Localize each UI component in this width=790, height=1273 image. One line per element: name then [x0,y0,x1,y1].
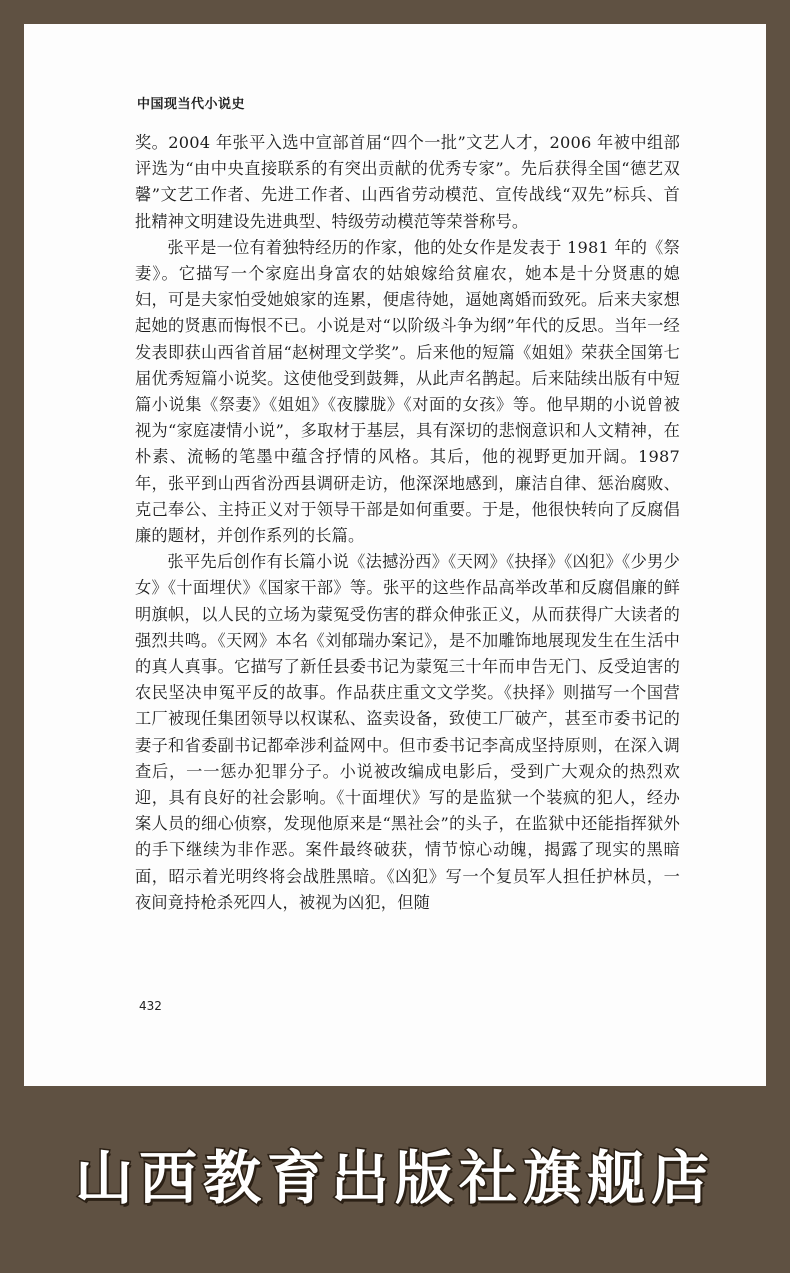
book-page [24,24,766,1086]
paragraph: 张平先后创作有长篇小说《法撼汾西》《天网》《抉择》《凶犯》《少男少女》《十面埋伏》《国家干部》等。张平的这些作品高举改革和反腐倡廉的鲜明旗帜，以人民的立场为蒙冤受伤害的群众伸张正义，从而获得广大读者的强烈共鸣。《天网》本名《刘郁瑞办案记》，是不加雕饰地展现发生在生活中的真人真事。它描写了新任县委书记为蒙冤三十年而申告无门、反受迫害的农民坚决申冤平反的故事。作品获庄重文文学奖。《抉择》则描写一个国营工厂被现任集团领导以权谋私、盗卖设备，致使工厂破产，甚至市委书记的妻子和省委副书记都牵涉利益网中。但市委书记李高成坚持原则，在深入调查后，一一惩办犯罪分子。小说被改编成电影后，受到广大观众的热烈欢迎，具有良好的社会影响。《十面埋伏》写的是监狱一个装疯的犯人，经办案人员的细心侦察，发现他原来是“黑社会”的头子，在监狱中还能指挥狱外的手下继续为非作恶。案件最终破获，情节惊心动魄，揭露了现实的黑暗面，昭示着光明终将会战胜黑暗。《凶犯》写一个复员军人担任护林员，一夜间竟持枪杀死四人，被视为凶犯，但随 [135,552,680,912]
body-text [135,130,680,916]
paragraph: 奖。2004 年张平入选中宣部首届“四个一批”文艺人才，2006 年被中组部评选为“由中央直接联系的有突出贡献的优秀专家”。先后获得全国“德艺双馨”文艺工作者、先进工作者、山西省劳动模范、宣传战线“双先”标兵、首批精神文明建设先进典型、特级劳动模范等荣誉称号。 [135,133,680,231]
page-number: 432 [139,999,162,1013]
running-head: 中国现当代小说史 [137,97,246,112]
store-banner [0,1086,790,1273]
store-name: 山西教育出版社旗舰店 [74,1143,715,1212]
paragraph: 张平是一位有着独特经历的作家，他的处女作是发表于 1981 年的《祭妻》。它描写一个家庭出身富农的姑娘嫁给贫雇农，她本是十分贤惠的媳妇，可是夫家怕受她娘家的连累，便虐待她，逼她离婚而致死。后来夫家想起她的贤惠而悔恨不已。小说是对“以阶级斗争为纲”年代的反思。当年一经发表即获山西省首届“赵树理文学奖”。后来他的短篇《姐姐》荣获全国第七届优秀短篇小说奖。这使他受到鼓舞，从此声名鹊起。后来陆续出版有中短篇小说集《祭妻》《姐姐》《夜朦胧》《对面的女孩》等。他早期的小说曾被视为“家庭凄情小说”，多取材于基层，具有深切的悲悯意识和人文精神，在朴素、流畅的笔墨中蕴含抒情的风格。其后，他的视野更加开阔。1987 年，张平到山西省汾西县调研走访，他深深地感到，廉洁自律、惩治腐败、克己奉公、主持正义对于领导干部是如何重要。于是，他很快转向了反腐倡廉的题材，并创作系列的长篇。 [135,237,680,546]
